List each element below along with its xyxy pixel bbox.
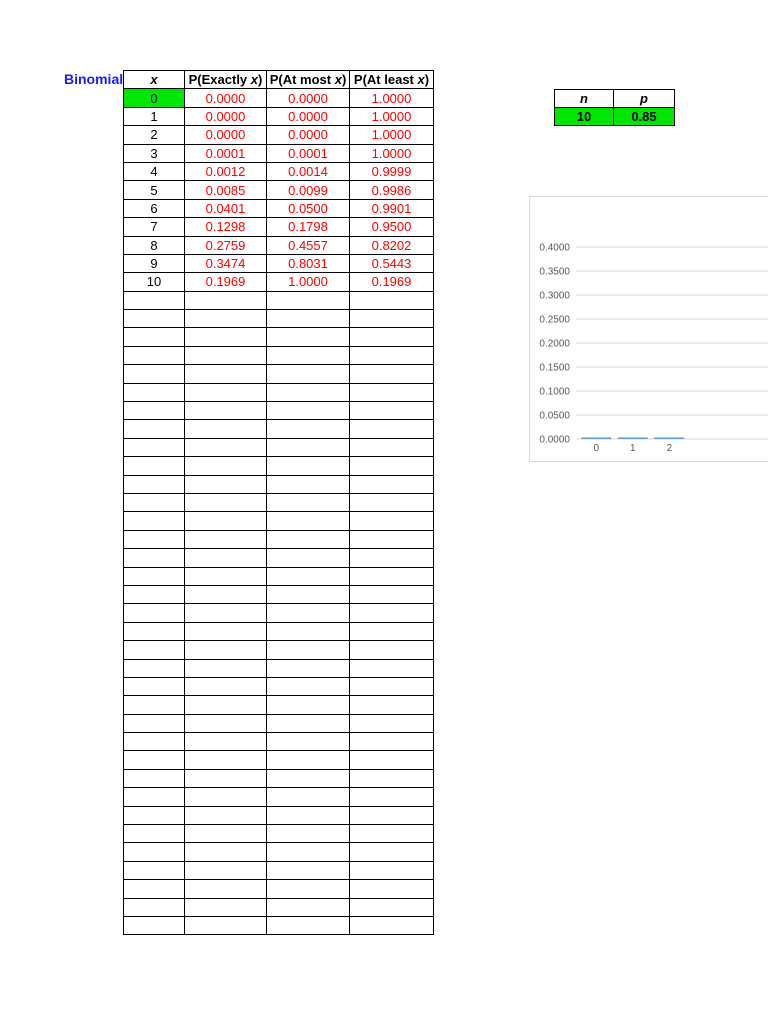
at-least-cell[interactable]: 1.0000 bbox=[350, 126, 434, 144]
empty-cell[interactable] bbox=[267, 843, 350, 861]
empty-row bbox=[124, 769, 434, 787]
at-most-cell[interactable]: 0.0000 bbox=[267, 126, 350, 144]
empty-row bbox=[124, 641, 434, 659]
empty-row bbox=[124, 696, 434, 714]
empty-cell[interactable] bbox=[185, 512, 267, 530]
empty-cell[interactable] bbox=[267, 291, 350, 309]
empty-cell[interactable] bbox=[350, 641, 434, 659]
empty-cell[interactable] bbox=[267, 475, 350, 493]
bar-1[interactable] bbox=[618, 438, 648, 440]
empty-cell[interactable] bbox=[185, 604, 267, 622]
empty-cell[interactable] bbox=[124, 383, 185, 401]
empty-cell[interactable] bbox=[267, 365, 350, 383]
table-row bbox=[124, 144, 434, 162]
empty-cell[interactable] bbox=[124, 420, 185, 438]
exactly-cell[interactable]: 0.0000 bbox=[185, 89, 267, 107]
empty-cell[interactable] bbox=[350, 751, 434, 769]
empty-cell[interactable] bbox=[267, 677, 350, 695]
empty-cell[interactable] bbox=[267, 420, 350, 438]
y-tick-label: 0.4000 bbox=[539, 242, 570, 254]
empty-cell[interactable] bbox=[267, 310, 350, 328]
empty-cell[interactable] bbox=[350, 291, 434, 309]
empty-cell[interactable] bbox=[350, 696, 434, 714]
empty-row bbox=[124, 751, 434, 769]
empty-cell[interactable] bbox=[185, 493, 267, 511]
empty-cell[interactable] bbox=[350, 604, 434, 622]
at-least-cell[interactable]: 0.9901 bbox=[350, 199, 434, 217]
at-least-cell[interactable]: 0.8202 bbox=[350, 236, 434, 254]
n-value-cell[interactable]: 10 bbox=[555, 108, 614, 126]
empty-cell[interactable] bbox=[267, 585, 350, 603]
y-tick-label: 0.0500 bbox=[539, 410, 570, 422]
empty-row bbox=[124, 310, 434, 328]
at-most-cell[interactable]: 0.0099 bbox=[267, 181, 350, 199]
y-tick-label: 0.2500 bbox=[539, 314, 570, 326]
empty-cell[interactable] bbox=[267, 880, 350, 898]
empty-cell[interactable] bbox=[124, 898, 185, 916]
empty-row bbox=[124, 402, 434, 420]
empty-cell[interactable] bbox=[267, 825, 350, 843]
exactly-cell[interactable]: 0.1298 bbox=[185, 218, 267, 236]
y-tick-label: 0.1000 bbox=[539, 386, 570, 398]
at-most-cell[interactable]: 0.0000 bbox=[267, 107, 350, 125]
empty-cell[interactable] bbox=[350, 880, 434, 898]
p-value-cell[interactable]: 0.85 bbox=[614, 108, 675, 126]
x-tick-label: 0 bbox=[593, 443, 600, 454]
empty-cell[interactable] bbox=[124, 291, 185, 309]
empty-row bbox=[124, 493, 434, 511]
empty-cell[interactable] bbox=[185, 402, 267, 420]
y-tick-label: 0.3500 bbox=[539, 266, 570, 278]
at-most-cell[interactable]: 0.8031 bbox=[267, 254, 350, 272]
empty-row bbox=[124, 365, 434, 383]
empty-cell[interactable] bbox=[350, 512, 434, 530]
x-cell[interactable]: 8 bbox=[124, 236, 185, 254]
x-tick-label: 2 bbox=[666, 443, 673, 454]
empty-cell[interactable] bbox=[267, 861, 350, 879]
exactly-cell[interactable]: 0.2759 bbox=[185, 236, 267, 254]
empty-cell[interactable] bbox=[185, 310, 267, 328]
empty-cell[interactable] bbox=[124, 696, 185, 714]
header-at-least[interactable]: P(At least x) bbox=[350, 71, 434, 89]
exactly-cell[interactable]: 0.0401 bbox=[185, 199, 267, 217]
empty-cell[interactable] bbox=[267, 714, 350, 732]
empty-row bbox=[124, 659, 434, 677]
empty-cell[interactable] bbox=[185, 898, 267, 916]
empty-cell[interactable] bbox=[124, 788, 185, 806]
empty-cell[interactable] bbox=[124, 549, 185, 567]
empty-cell[interactable] bbox=[267, 898, 350, 916]
empty-row bbox=[124, 530, 434, 548]
table-row bbox=[124, 162, 434, 180]
empty-row bbox=[124, 788, 434, 806]
distribution-chart[interactable] bbox=[529, 196, 768, 462]
empty-cell[interactable] bbox=[185, 365, 267, 383]
empty-row bbox=[124, 291, 434, 309]
empty-row bbox=[124, 733, 434, 751]
at-least-cell[interactable]: 0.9986 bbox=[350, 181, 434, 199]
empty-cell[interactable] bbox=[185, 751, 267, 769]
x-cell[interactable]: 1 bbox=[124, 107, 185, 125]
empty-row bbox=[124, 475, 434, 493]
empty-cell[interactable] bbox=[185, 861, 267, 879]
empty-row bbox=[124, 567, 434, 585]
empty-row bbox=[124, 420, 434, 438]
empty-cell[interactable] bbox=[185, 530, 267, 548]
empty-cell[interactable] bbox=[124, 604, 185, 622]
empty-cell[interactable] bbox=[124, 916, 185, 934]
p-label[interactable]: p bbox=[614, 90, 675, 108]
empty-cell[interactable] bbox=[185, 475, 267, 493]
empty-cell[interactable] bbox=[350, 843, 434, 861]
empty-cell[interactable] bbox=[350, 549, 434, 567]
empty-row bbox=[124, 916, 434, 934]
at-least-cell[interactable]: 1.0000 bbox=[350, 89, 434, 107]
exactly-cell[interactable]: 0.0012 bbox=[185, 162, 267, 180]
empty-cell[interactable] bbox=[185, 291, 267, 309]
empty-cell[interactable] bbox=[350, 365, 434, 383]
empty-cell[interactable] bbox=[185, 346, 267, 364]
empty-cell[interactable] bbox=[350, 788, 434, 806]
empty-cell[interactable] bbox=[185, 438, 267, 456]
empty-cell[interactable] bbox=[124, 512, 185, 530]
empty-cell[interactable] bbox=[350, 861, 434, 879]
empty-cell[interactable] bbox=[267, 769, 350, 787]
at-least-cell[interactable]: 0.9500 bbox=[350, 218, 434, 236]
x-cell[interactable]: 3 bbox=[124, 144, 185, 162]
empty-cell[interactable] bbox=[124, 567, 185, 585]
empty-cell[interactable] bbox=[124, 677, 185, 695]
empty-cell[interactable] bbox=[124, 843, 185, 861]
table-row bbox=[124, 273, 434, 291]
empty-cell[interactable] bbox=[350, 383, 434, 401]
empty-cell[interactable] bbox=[124, 641, 185, 659]
empty-row bbox=[124, 806, 434, 824]
at-least-cell[interactable]: 1.0000 bbox=[350, 107, 434, 125]
exactly-cell[interactable]: 0.0001 bbox=[185, 144, 267, 162]
sheet-title: Binomial bbox=[64, 71, 124, 87]
x-cell[interactable]: 0 bbox=[124, 89, 185, 107]
empty-cell[interactable] bbox=[267, 346, 350, 364]
exactly-cell[interactable]: 0.0085 bbox=[185, 181, 267, 199]
empty-cell[interactable] bbox=[267, 604, 350, 622]
table-row bbox=[124, 218, 434, 236]
x-tick-label: 1 bbox=[629, 443, 636, 454]
empty-cell[interactable] bbox=[185, 641, 267, 659]
at-least-cell[interactable]: 0.1969 bbox=[350, 273, 434, 291]
empty-cell[interactable] bbox=[124, 769, 185, 787]
empty-cell[interactable] bbox=[350, 916, 434, 934]
empty-cell[interactable] bbox=[124, 806, 185, 824]
table-row bbox=[124, 107, 434, 125]
empty-cell[interactable] bbox=[124, 438, 185, 456]
empty-cell[interactable] bbox=[267, 567, 350, 585]
empty-cell[interactable] bbox=[185, 328, 267, 346]
n-label[interactable]: n bbox=[555, 90, 614, 108]
empty-row bbox=[124, 438, 434, 456]
empty-cell[interactable] bbox=[350, 898, 434, 916]
header-x[interactable]: x bbox=[124, 71, 185, 89]
empty-cell[interactable] bbox=[350, 475, 434, 493]
chart-canvas bbox=[530, 197, 768, 461]
empty-cell[interactable] bbox=[185, 788, 267, 806]
empty-cell[interactable] bbox=[124, 622, 185, 640]
empty-cell[interactable] bbox=[124, 733, 185, 751]
empty-cell[interactable] bbox=[185, 622, 267, 640]
x-cell[interactable]: 5 bbox=[124, 181, 185, 199]
empty-cell[interactable] bbox=[267, 641, 350, 659]
bar-2[interactable] bbox=[654, 438, 684, 440]
empty-cell[interactable] bbox=[350, 438, 434, 456]
parameters-table bbox=[554, 89, 675, 126]
empty-cell[interactable] bbox=[267, 806, 350, 824]
empty-row bbox=[124, 880, 434, 898]
empty-cell[interactable] bbox=[124, 328, 185, 346]
table-row bbox=[124, 181, 434, 199]
empty-cell[interactable] bbox=[350, 420, 434, 438]
empty-cell[interactable] bbox=[267, 493, 350, 511]
at-most-cell[interactable]: 0.0000 bbox=[267, 89, 350, 107]
exactly-cell[interactable]: 0.3474 bbox=[185, 254, 267, 272]
x-cell[interactable]: 7 bbox=[124, 218, 185, 236]
empty-cell[interactable] bbox=[124, 751, 185, 769]
empty-cell[interactable] bbox=[185, 714, 267, 732]
empty-cell[interactable] bbox=[267, 438, 350, 456]
empty-cell[interactable] bbox=[350, 622, 434, 640]
x-cell[interactable]: 6 bbox=[124, 199, 185, 217]
empty-cell[interactable] bbox=[124, 880, 185, 898]
empty-cell[interactable] bbox=[267, 659, 350, 677]
empty-cell[interactable] bbox=[350, 530, 434, 548]
empty-row bbox=[124, 677, 434, 695]
empty-cell[interactable] bbox=[350, 457, 434, 475]
empty-cell[interactable] bbox=[350, 328, 434, 346]
empty-cell[interactable] bbox=[350, 493, 434, 511]
table-header-row bbox=[124, 71, 434, 89]
empty-cell[interactable] bbox=[267, 788, 350, 806]
empty-cell[interactable] bbox=[350, 310, 434, 328]
empty-cell[interactable] bbox=[124, 365, 185, 383]
exactly-cell[interactable]: 0.0000 bbox=[185, 107, 267, 125]
empty-cell[interactable] bbox=[350, 733, 434, 751]
empty-row bbox=[124, 843, 434, 861]
y-tick-label: 0.0000 bbox=[539, 434, 570, 446]
empty-cell[interactable] bbox=[185, 677, 267, 695]
empty-cell[interactable] bbox=[185, 806, 267, 824]
empty-cell[interactable] bbox=[185, 585, 267, 603]
empty-cell[interactable] bbox=[267, 383, 350, 401]
empty-row bbox=[124, 383, 434, 401]
empty-cell[interactable] bbox=[350, 825, 434, 843]
empty-cell[interactable] bbox=[350, 769, 434, 787]
empty-cell[interactable] bbox=[124, 310, 185, 328]
empty-cell[interactable] bbox=[267, 512, 350, 530]
empty-cell[interactable] bbox=[185, 420, 267, 438]
table-row bbox=[124, 254, 434, 272]
empty-cell[interactable] bbox=[124, 659, 185, 677]
x-cell[interactable]: 2 bbox=[124, 126, 185, 144]
empty-cell[interactable] bbox=[185, 843, 267, 861]
empty-cell[interactable] bbox=[185, 567, 267, 585]
empty-cell[interactable] bbox=[124, 825, 185, 843]
empty-cell[interactable] bbox=[350, 659, 434, 677]
empty-cell[interactable] bbox=[350, 402, 434, 420]
table-row bbox=[124, 126, 434, 144]
empty-cell[interactable] bbox=[124, 475, 185, 493]
empty-cell[interactable] bbox=[124, 493, 185, 511]
empty-row bbox=[124, 328, 434, 346]
empty-row bbox=[124, 346, 434, 364]
x-cell[interactable]: 4 bbox=[124, 162, 185, 180]
table-row bbox=[124, 199, 434, 217]
empty-cell[interactable] bbox=[267, 751, 350, 769]
empty-cell[interactable] bbox=[124, 457, 185, 475]
y-tick-label: 0.1500 bbox=[539, 362, 570, 374]
empty-cell[interactable] bbox=[185, 549, 267, 567]
empty-row bbox=[124, 512, 434, 530]
empty-row bbox=[124, 714, 434, 732]
empty-cell[interactable] bbox=[185, 916, 267, 934]
empty-cell[interactable] bbox=[124, 402, 185, 420]
exactly-cell[interactable]: 0.0000 bbox=[185, 126, 267, 144]
at-most-cell[interactable]: 0.1798 bbox=[267, 218, 350, 236]
empty-row bbox=[124, 861, 434, 879]
y-tick-label: 0.3000 bbox=[539, 290, 570, 302]
empty-cell[interactable] bbox=[267, 530, 350, 548]
empty-cell[interactable] bbox=[185, 769, 267, 787]
exactly-cell[interactable]: 0.1969 bbox=[185, 273, 267, 291]
empty-cell[interactable] bbox=[267, 622, 350, 640]
empty-row bbox=[124, 457, 434, 475]
table-row bbox=[124, 236, 434, 254]
empty-cell[interactable] bbox=[350, 567, 434, 585]
empty-cell[interactable] bbox=[267, 916, 350, 934]
empty-cell[interactable] bbox=[185, 457, 267, 475]
empty-cell[interactable] bbox=[124, 861, 185, 879]
empty-cell[interactable] bbox=[267, 733, 350, 751]
x-cell[interactable]: 9 bbox=[124, 254, 185, 272]
at-most-cell[interactable]: 0.0500 bbox=[267, 199, 350, 217]
at-least-cell[interactable]: 0.5443 bbox=[350, 254, 434, 272]
y-tick-label: 0.2000 bbox=[539, 338, 570, 350]
empty-cell[interactable] bbox=[267, 696, 350, 714]
empty-cell[interactable] bbox=[185, 880, 267, 898]
empty-row bbox=[124, 898, 434, 916]
empty-cell[interactable] bbox=[267, 457, 350, 475]
at-most-cell[interactable]: 1.0000 bbox=[267, 273, 350, 291]
empty-cell[interactable] bbox=[267, 549, 350, 567]
empty-cell[interactable] bbox=[350, 806, 434, 824]
empty-row bbox=[124, 604, 434, 622]
empty-row bbox=[124, 825, 434, 843]
bar-0[interactable] bbox=[581, 438, 611, 440]
empty-row bbox=[124, 622, 434, 640]
binomial-table bbox=[123, 70, 434, 935]
table-row bbox=[124, 89, 434, 107]
empty-cell[interactable] bbox=[350, 677, 434, 695]
empty-cell[interactable] bbox=[350, 714, 434, 732]
empty-cell[interactable] bbox=[185, 733, 267, 751]
empty-cell[interactable] bbox=[124, 346, 185, 364]
at-least-cell[interactable]: 1.0000 bbox=[350, 144, 434, 162]
at-least-cell[interactable]: 0.9999 bbox=[350, 162, 434, 180]
empty-cell[interactable] bbox=[267, 328, 350, 346]
empty-row bbox=[124, 585, 434, 603]
empty-cell[interactable] bbox=[185, 383, 267, 401]
empty-cell[interactable] bbox=[185, 825, 267, 843]
x-cell[interactable]: 10 bbox=[124, 273, 185, 291]
empty-cell[interactable] bbox=[267, 402, 350, 420]
empty-cell[interactable] bbox=[185, 659, 267, 677]
header-exactly[interactable]: P(Exactly x) bbox=[185, 71, 267, 89]
empty-cell[interactable] bbox=[350, 346, 434, 364]
empty-cell[interactable] bbox=[185, 696, 267, 714]
header-at-most[interactable]: P(At most x) bbox=[267, 71, 350, 89]
at-most-cell[interactable]: 0.0001 bbox=[267, 144, 350, 162]
at-most-cell[interactable]: 0.4557 bbox=[267, 236, 350, 254]
empty-cell[interactable] bbox=[124, 714, 185, 732]
empty-cell[interactable] bbox=[124, 530, 185, 548]
empty-cell[interactable] bbox=[124, 585, 185, 603]
at-most-cell[interactable]: 0.0014 bbox=[267, 162, 350, 180]
empty-cell[interactable] bbox=[350, 585, 434, 603]
empty-row bbox=[124, 549, 434, 567]
